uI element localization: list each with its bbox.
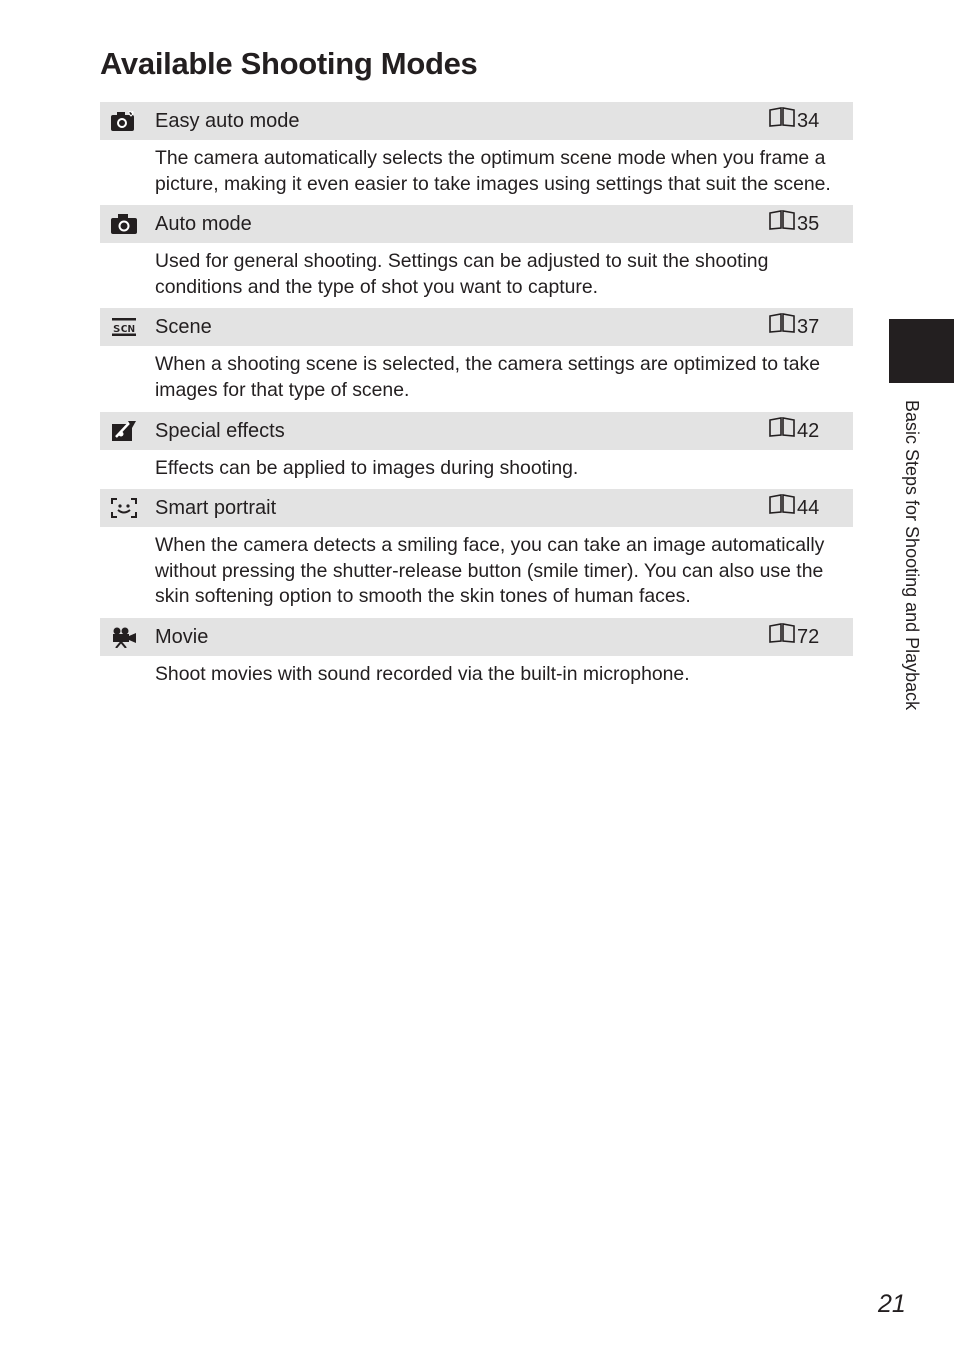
page-reference-number: 34 <box>797 110 820 132</box>
book-icon <box>768 308 796 346</box>
camera-icon <box>110 212 138 236</box>
book-icon <box>768 412 796 450</box>
mode-header <box>100 412 853 450</box>
mode-description: Shoot movies with sound recorded via the built-in microphone. <box>155 662 690 685</box>
smart-portrait-icon <box>110 496 138 520</box>
book-icon <box>768 618 796 656</box>
mode-header <box>100 489 853 527</box>
mode-row-scene <box>100 308 853 411</box>
page-reference-number: 42 <box>797 419 820 442</box>
page-reference <box>768 412 819 450</box>
mode-name: Auto mode <box>155 213 252 236</box>
page-title: Available Shooting Modes <box>100 46 478 81</box>
page-reference-number: 44 <box>797 497 820 520</box>
mode-row-special-effects <box>100 412 853 490</box>
section-label: Basic Steps for Shooting and Playback <box>902 400 922 711</box>
book-icon <box>768 489 796 527</box>
section-tab <box>889 319 954 383</box>
page-reference-number: 72 <box>797 625 820 648</box>
mode-header <box>100 618 853 656</box>
mode-row-easy-auto <box>100 102 853 205</box>
mode-description: Used for general shooting. Settings can be adjusted to suit the shooting conditions and the type of shot you want to capture. <box>155 250 769 298</box>
mode-description: When a shooting scene is selected, the camera settings are optimized to take images for that type of scene. <box>155 353 821 401</box>
book-icon <box>768 205 796 243</box>
page-reference <box>768 489 819 527</box>
shooting-modes-table <box>100 102 853 696</box>
mode-name: Smart portrait <box>155 497 277 520</box>
easy-auto-camera-icon <box>110 109 138 133</box>
movie-icon <box>110 625 138 649</box>
page-reference <box>768 618 819 656</box>
mode-row-smart-portrait <box>100 489 853 618</box>
mode-description: Effects can be applied to images during shooting. <box>155 456 579 479</box>
special-effects-icon <box>110 419 138 443</box>
book-icon <box>768 102 796 140</box>
page-reference <box>768 308 819 346</box>
mode-row-auto <box>100 205 853 308</box>
mode-header <box>100 102 853 140</box>
mode-name: Scene <box>155 316 212 339</box>
mode-description: The camera automatically selects the optimum scene mode when you frame a picture, making it even easier to take images using settings that suit the scene. <box>155 147 831 195</box>
page-reference-number: 37 <box>797 316 820 339</box>
svg-text:SCN: SCN <box>113 324 135 336</box>
mode-name: Easy auto mode <box>155 110 300 132</box>
page-reference <box>768 102 819 140</box>
page-number: 21 <box>878 1290 906 1318</box>
scene-icon <box>110 315 138 339</box>
page-reference <box>768 205 819 243</box>
mode-header <box>100 308 853 346</box>
mode-header <box>100 205 853 243</box>
mode-description: When the camera detects a smiling face, you can take an image automatically without pressing the shutter-release button (smile timer). You can also use the skin softening option to smooth the skin tones of human faces. <box>155 534 825 608</box>
page-reference-number: 35 <box>797 213 820 236</box>
mode-name: Movie <box>155 625 209 648</box>
mode-name: Special effects <box>155 419 285 442</box>
mode-row-movie <box>100 618 853 696</box>
